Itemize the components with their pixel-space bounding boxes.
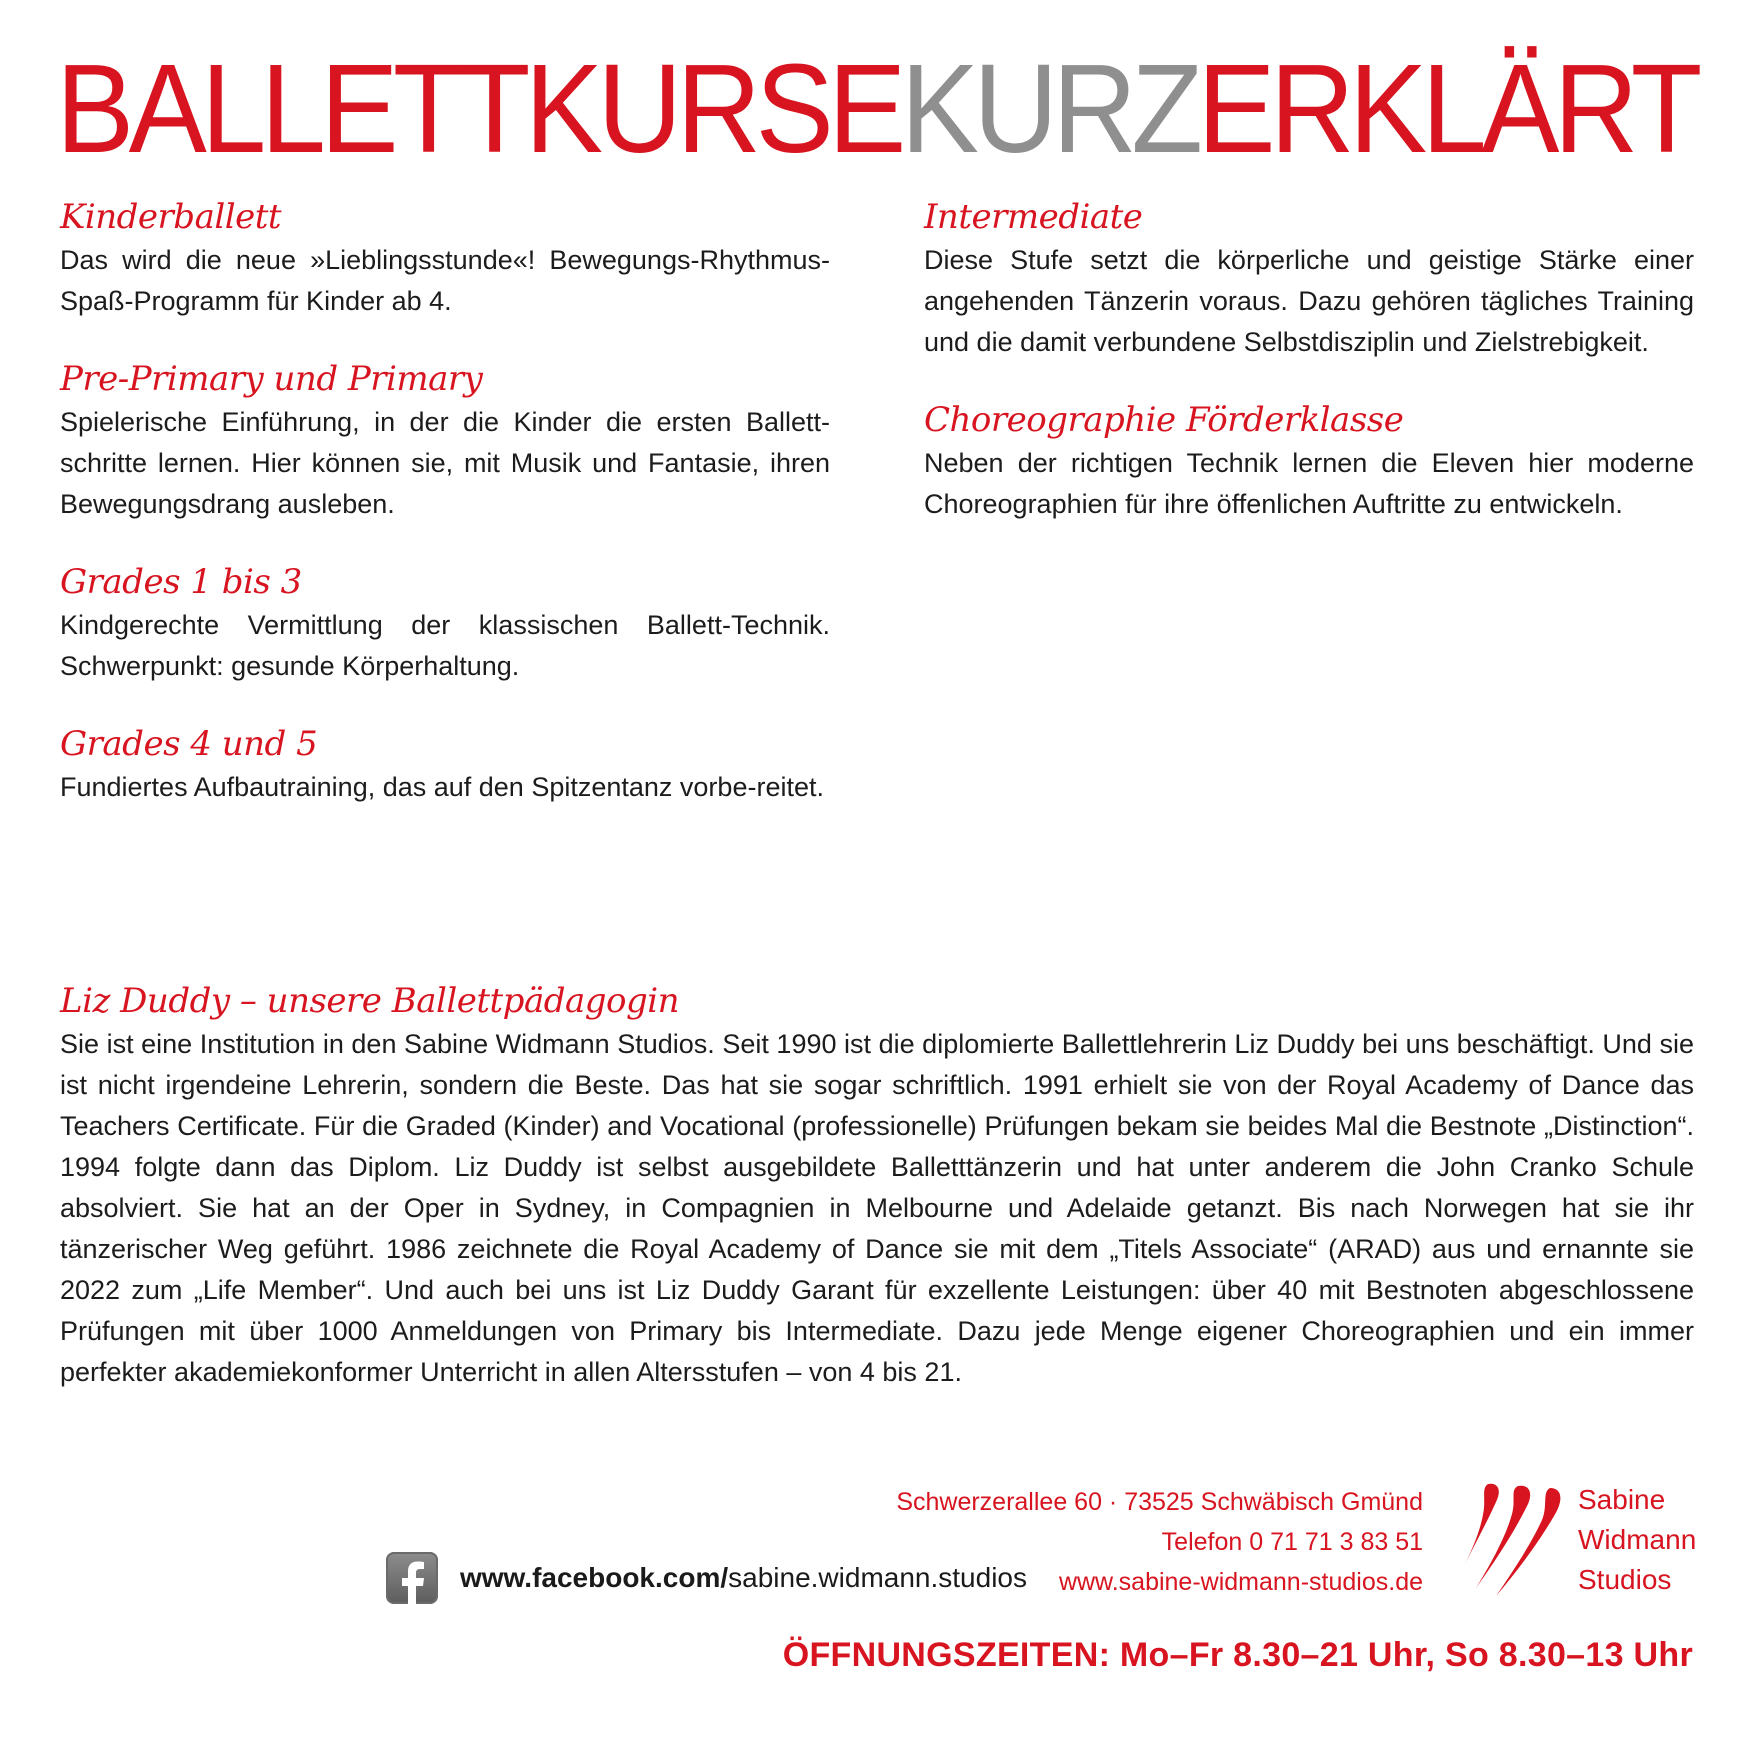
studio-logo-icon xyxy=(1458,1480,1568,1600)
title-part-1: BALLETTKURSE xyxy=(56,38,901,179)
page-title xyxy=(56,38,1697,179)
contact-block xyxy=(896,1482,1423,1602)
section-heading: Choreographie Förderklasse xyxy=(924,400,1404,440)
brand-line-1: Sabine xyxy=(1578,1484,1666,1515)
bio-heading: Liz Duddy – unsere Ballettpädagogin xyxy=(60,981,680,1021)
left-column xyxy=(60,196,830,844)
brand-name xyxy=(1578,1480,1696,1600)
section-heading: Kinderballett xyxy=(60,197,282,237)
section-text: Diese Stufe setzt die körperliche und geistige Stärke einer angehenden Tänzerin voraus. Dazu gehören tägliches Training und die damit verbundene Selbstdisziplin und Zielstrebigkeit. xyxy=(924,245,1694,357)
section-primary xyxy=(60,358,830,525)
brand-line-3: Studios xyxy=(1578,1564,1672,1595)
facebook-url-bold: www.facebook.com/ xyxy=(460,1562,729,1593)
bio-text: Sie ist eine Institution in den Sabine Widmann Studios. Seit 1990 ist die diplomierte Ballettlehrerin Liz Duddy bei uns beschäftigt. Und sie ist nicht irgendeine Lehrerin, sondern die Beste. Das hat sie sogar schriftlich. 1991 erhielt sie von der Royal Academy of Dance das Teachers Certificate. Für die Graded (Kinder) and Vocational (professionelle) Prüfungen bekam sie beides Mal die Bestnote „Distinction“. 1994 folgte dann das Diplom. Liz Duddy ist selbst ausgebildete Balletttänzerin und hat unter anderem die John Cranko Schule absolviert. Sie hat an der Oper in Sydney, in Compagnien in Melbourne und Adelaide getanzt. Bis nach Norwegen hat sie ihr tänzerischer Weg geführt. 1986 zeichnete die Royal Academy of Dance sie mit dem „Titels Associate“ (ARAD) aus und ernannte sie 2022 zum „Life Member“. Und auch bei uns ist Liz Duddy Garant für exzellente Leistungen: über 40 mit Bestnoten abgeschlossene Prüfungen mit über 1000 Anmeldungen von Primary bis Intermediate. Dazu jede Menge eigener Choreographien und ein immer perfekter akademiekonformer Unterricht in allen Altersstufen – von 4 bis 21. xyxy=(60,1029,1694,1387)
section-text: Fundiertes Aufbautraining, das auf den Spitzentanz vorbe-reitet. xyxy=(60,772,824,802)
section-text: Das wird die neue »Lieblingsstunde«! Bewegungs-Rhythmus-Spaß-Programm für Kinder ab 4. xyxy=(60,245,830,316)
right-column xyxy=(924,196,1694,561)
section-heading: Grades 4 und 5 xyxy=(60,724,318,764)
section-choreographie xyxy=(924,399,1694,525)
facebook-url-rest: sabine.widmann.studios xyxy=(728,1562,1027,1593)
section-text: Kindgerechte Vermittlung der klassischen Ballett-Technik. Schwerpunkt: gesunde Körperhaltung. xyxy=(60,610,830,681)
section-kinderballett xyxy=(60,196,830,322)
bio-section xyxy=(60,980,1694,1393)
phone: Telefon 0 71 71 3 83 51 xyxy=(1161,1528,1423,1556)
section-grades-1-3 xyxy=(60,561,830,687)
brand-line-2: Widmann xyxy=(1578,1524,1697,1555)
section-text: Neben der richtigen Technik lernen die Eleven hier moderne Choreographien für ihre öffenlichen Auftritte zu entwickeln. xyxy=(924,448,1694,519)
section-intermediate xyxy=(924,196,1694,363)
title-part-2: KURZ xyxy=(900,38,1198,179)
section-grades-4-5 xyxy=(60,723,830,808)
website-link[interactable]: www.sabine-widmann-studios.de xyxy=(1058,1568,1423,1596)
address: Schwerzerallee 60 · 73525 Schwäbisch Gmünd xyxy=(896,1488,1423,1516)
title-part-3: ERKLÄRT xyxy=(1197,38,1697,179)
opening-hours: ÖFFNUNGSZEITEN: Mo–Fr 8.30–21 Uhr, So 8.30–13 Uhr xyxy=(782,1636,1693,1674)
section-text: Spielerische Einführung, in der die Kinder die ersten Ballett-schritte lernen. Hier können sie, mit Musik und Fantasie, ihren Bewegungsdrang ausleben. xyxy=(60,407,830,519)
section-heading: Pre-Primary und Primary xyxy=(60,359,483,399)
facebook-icon xyxy=(386,1552,438,1604)
section-heading: Intermediate xyxy=(924,197,1143,237)
section-heading: Grades 1 bis 3 xyxy=(60,562,302,602)
